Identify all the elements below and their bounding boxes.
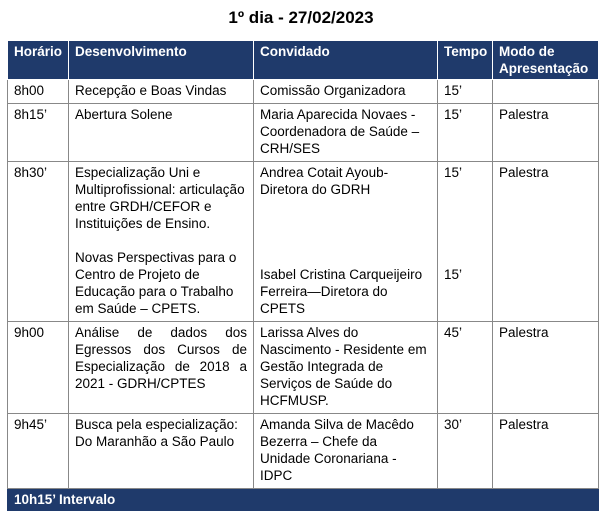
topic-2: Novas Perspectivas para o Centro de Projeto de Educação para o Trabalho em Saúde – CPETS. <box>75 250 237 316</box>
header-convidado: Convidado <box>254 41 438 80</box>
guest-2: Isabel Cristina Carqueijeiro Ferreira—Diretora do CPETS <box>260 267 423 316</box>
cell-desenvolvimento: Abertura Solene <box>69 104 254 162</box>
header-desenvolvimento: Desenvolvimento <box>69 41 254 80</box>
interval-empty <box>438 489 493 511</box>
cell-horario: 9h00 <box>8 322 69 414</box>
interval-label: 10h15’ Intervalo <box>8 489 254 511</box>
interval-empty <box>493 489 599 511</box>
cell-tempo: 15’ <box>438 80 493 104</box>
cell-tempo: 15’ <box>438 104 493 162</box>
table-row <box>8 322 599 414</box>
table-row <box>8 104 599 162</box>
table-row <box>8 414 599 489</box>
time-1: 15’ <box>444 165 463 180</box>
cell-convidado <box>254 162 438 322</box>
header-horario: Horário <box>8 41 69 80</box>
cell-convidado: Amanda Silva de Macêdo Bezerra – Chefe da Unidade Coronariana - IDPC <box>254 414 438 489</box>
cell-modo: Palestra <box>493 322 599 414</box>
table-row <box>8 80 599 104</box>
cell-modo: Palestra <box>493 104 599 162</box>
cell-horario: 8h15’ <box>8 104 69 162</box>
cell-tempo <box>438 162 493 322</box>
header-tempo: Tempo <box>438 41 493 80</box>
cell-modo <box>493 80 599 104</box>
cell-modo: Palestra <box>493 162 599 322</box>
cell-modo: Palestra <box>493 414 599 489</box>
cell-convidado: Comissão Organizadora <box>254 80 438 104</box>
header-row <box>8 41 599 80</box>
page-title: 1º dia - 27/02/2023 <box>228 8 374 27</box>
cell-desenvolvimento: Busca pela especialização: Do Maranhão a São Paulo <box>69 414 254 489</box>
cell-desenvolvimento: Recepção e Boas Vindas <box>69 80 254 104</box>
interval-empty <box>254 489 438 511</box>
table-row <box>8 162 599 322</box>
cell-horario: 8h30’ <box>8 162 69 322</box>
cell-convidado: Maria Aparecida Novaes - Coordenadora de Saúde – CRH/SES <box>254 104 438 162</box>
cell-desenvolvimento: Análise de dados dos Egressos dos Cursos de Especialização de 2018 a 2021 - GDRH/CPTES <box>69 322 254 414</box>
cell-horario: 8h00 <box>8 80 69 104</box>
header-modo: Modo de Apresentação <box>493 41 599 80</box>
guest-1: Andrea Cotait Ayoub- Diretora do GDRH <box>260 165 389 197</box>
cell-tempo: 30’ <box>438 414 493 489</box>
interval-row <box>8 489 599 511</box>
cell-convidado: Larissa Alves do Nascimento - Residente em Gestão Integrada de Serviços de Saúde do HCFMUSP. <box>254 322 438 414</box>
topic-1: Especialização Uni e Multiprofissional: articulação entre GRDH/CEFOR e Instituições de Ensino. <box>75 165 245 231</box>
cell-horario: 9h45’ <box>8 414 69 489</box>
cell-tempo: 45’ <box>438 322 493 414</box>
schedule-table <box>7 40 599 511</box>
cell-desenvolvimento <box>69 162 254 322</box>
time-2: 15’ <box>444 267 463 282</box>
